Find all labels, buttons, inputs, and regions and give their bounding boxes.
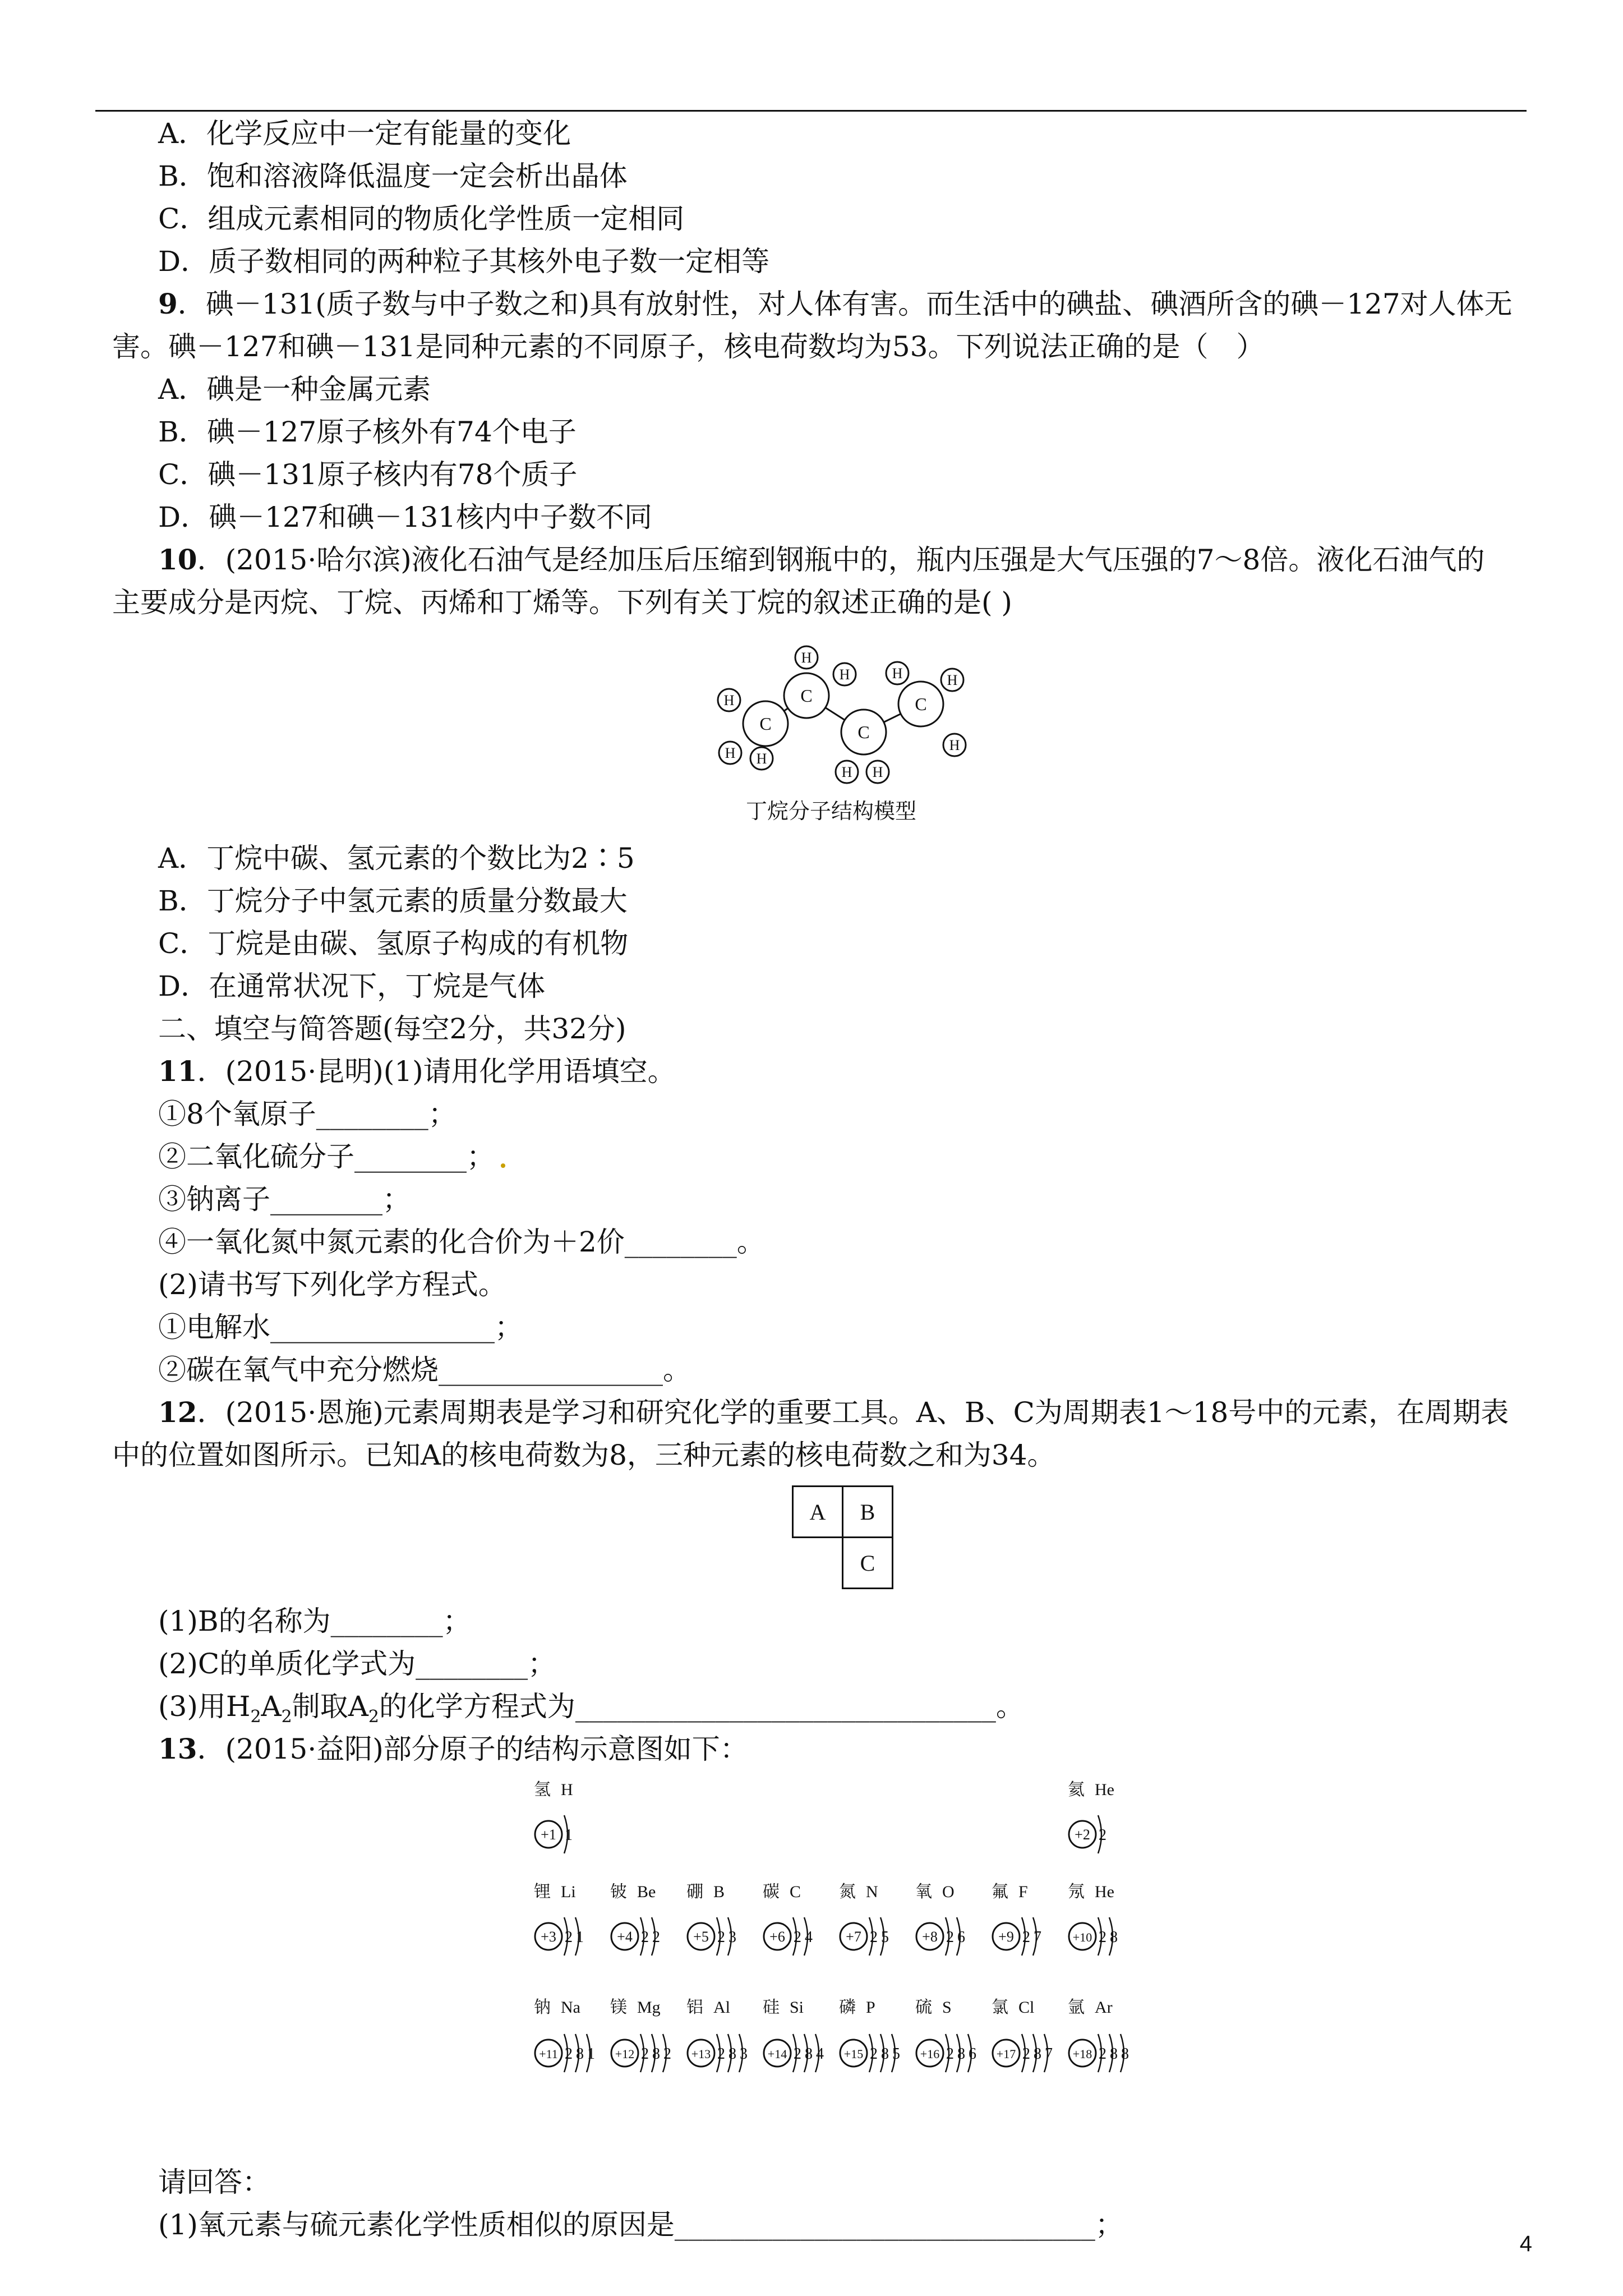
q10-number: 10 — [158, 543, 197, 576]
element-name: 钠 — [534, 1998, 551, 2017]
element-symbol: O — [942, 1883, 955, 1901]
electron-count: 6 — [969, 2045, 976, 2063]
electron-count: 3 — [740, 2045, 748, 2063]
hydrogen-label: H — [756, 751, 767, 767]
stray-dot — [501, 1163, 505, 1168]
electron-count: 2 — [641, 2045, 649, 2063]
atomic-structure-diagrams — [527, 1773, 1161, 2165]
element-name: 氖 — [1068, 1882, 1085, 1902]
nucleus-charge: +14 — [767, 2047, 787, 2061]
element-symbol: H — [561, 1780, 573, 1799]
q10-stem-line2: 主要成分是丙烷、丁烷、丙烯和丁烯等。下列有关丁烷的叙述正确的是( ) — [112, 586, 1012, 619]
electron-count: 2 — [565, 1929, 573, 1946]
nucleus-charge: +1 — [541, 1826, 556, 1843]
element-name: 氢 — [534, 1780, 551, 1800]
electron-count: 2 — [946, 1929, 954, 1946]
element-name: 硅 — [763, 1998, 780, 2017]
carbon-label: C — [857, 722, 870, 742]
q8-option-d: D．质子数相同的两种粒子其核外电子数一定相等 — [158, 245, 770, 278]
q11-item-7: ②碳在氧气中充分燃烧________________。 — [158, 1354, 691, 1386]
element-name: 镁 — [610, 1998, 627, 2017]
electron-count: 2 — [870, 1929, 878, 1946]
q11-item-1: ①8个氧原子________； — [158, 1098, 457, 1130]
electron-count: 5 — [892, 2045, 900, 2063]
nucleus-charge: +17 — [996, 2047, 1016, 2061]
electron-count: 2 — [1099, 2045, 1106, 2063]
element-symbol: Mg — [637, 1998, 661, 2017]
element-name: 氟 — [992, 1882, 1008, 1902]
electron-count: 8 — [576, 2045, 584, 2063]
nucleus-charge: +12 — [615, 2047, 635, 2061]
electron-count: 6 — [957, 1929, 965, 1946]
q12-number: 12 — [158, 1396, 197, 1429]
electron-count: 2 — [717, 2045, 725, 2063]
element-symbol: Be — [637, 1883, 656, 1901]
electron-count: 2 — [870, 2045, 878, 2063]
electron-count: 2 — [794, 2045, 801, 2063]
electron-count: 8 — [957, 2045, 965, 2063]
q9-option-a: A．碘是一种金属元素 — [158, 373, 431, 406]
q12-sub-1: (1)B的名称为________； — [158, 1605, 471, 1637]
element-symbol: F — [1018, 1883, 1028, 1901]
q10-option-d: D．在通常状况下，丁烷是气体 — [158, 970, 546, 1002]
q11-item-4: ④一氧化氮中氮元素的化合价为＋2价________。 — [158, 1226, 765, 1258]
nucleus-charge: +6 — [769, 1929, 785, 1945]
q10-option-a: A．丁烷中碳、氢元素的个数比为2∶5 — [158, 842, 635, 875]
electron-count: 2 — [641, 1929, 649, 1946]
electron-count: 7 — [1034, 1929, 1041, 1946]
electron-count: 8 — [1034, 2045, 1041, 2063]
q9-option-b: B．碘－127原子核外有74个电子 — [158, 416, 577, 448]
nucleus-charge: +10 — [1072, 1930, 1092, 1944]
electron-count: 2 — [946, 2045, 954, 2063]
q8-option-b: B．饱和溶液降低温度一定会析出晶体 — [158, 160, 628, 192]
nucleus-charge: +8 — [922, 1929, 938, 1945]
nucleus-charge: +9 — [998, 1929, 1014, 1945]
electron-count: 2 — [794, 1929, 801, 1946]
q10-option-b: B．丁烷分子中氢元素的质量分数最大 — [158, 885, 628, 917]
nucleus-charge: +18 — [1072, 2047, 1092, 2061]
q10-stem-line1: 10．(2015·哈尔滨)液化石油气是经加压后压缩到钢瓶中的，瓶内压强是大气压强的7～8倍。液化石油气的 — [158, 543, 1485, 576]
electron-count: 1 — [565, 1826, 573, 1844]
electron-count: 2 — [652, 1929, 660, 1946]
q13-sub-1: (1)氧元素与硫元素化学性质相似的原因是______________________________； — [158, 2208, 1123, 2241]
carbon-label: C — [915, 694, 927, 714]
hydrogen-label: H — [841, 764, 852, 780]
nucleus-charge: +11 — [539, 2047, 558, 2061]
q9-number: 9 — [158, 287, 178, 320]
q12-stem-line1: 12．(2015·恩施)元素周期表是学习和研究化学的重要工具。A、B、C为周期表1～18号中的元素，在周期表 — [158, 1396, 1509, 1429]
nucleus-charge: +7 — [846, 1929, 861, 1945]
cell-empty — [793, 1538, 843, 1589]
element-name: 氮 — [839, 1882, 856, 1902]
electron-count: 8 — [881, 2045, 889, 2063]
q11-item-6: ①电解水________________； — [158, 1311, 523, 1343]
nucleus-charge: +4 — [617, 1929, 633, 1945]
hydrogen-label: H — [949, 737, 960, 753]
element-name: 铍 — [610, 1882, 627, 1902]
carbon-label: C — [800, 685, 813, 706]
q9-stem-line1: 9．碘－131(质子数与中子数之和)具有放射性，对人体有害。而生活中的碘盐、碘酒所含的碘－127对人体无 — [158, 287, 1513, 320]
hydrogen-label: H — [872, 764, 883, 780]
element-symbol: Na — [561, 1998, 580, 2017]
electron-count: 1 — [587, 2045, 595, 2063]
page-number: 4 — [1519, 2231, 1532, 2256]
q11-number: 11 — [158, 1055, 197, 1088]
electron-count: 2 — [717, 1929, 725, 1946]
element-symbol: Ar — [1095, 1998, 1113, 2017]
electron-count: 8 — [1121, 2045, 1129, 2063]
section-2-heading: 二、填空与简答题(每空2分，共32分) — [158, 1013, 626, 1045]
hydrogen-label: H — [723, 692, 735, 708]
q11-item-2: ②二氧化硫分子________； — [158, 1140, 495, 1173]
element-name: 氩 — [1068, 1998, 1085, 2017]
q9-option-d: D．碘－127和碘－131核内中子数不同 — [158, 501, 652, 533]
q9-stem-line2: 害。碘－127和碘－131是同种元素的不同原子，核电荷数均为53。下列说法正确的是（ ） — [112, 330, 1265, 363]
element-name: 氯 — [992, 1998, 1008, 2017]
element-name: 氧 — [915, 1882, 932, 1902]
nucleus-charge: +15 — [843, 2047, 864, 2061]
element-name: 磷 — [839, 1998, 856, 2017]
q12-sub-3: (3)用$H_2A_2$制取$A_2$的化学方程式为______________________________。 — [158, 1690, 1024, 1727]
hydrogen-label: H — [725, 745, 736, 761]
electron-count: 7 — [1045, 2045, 1053, 2063]
element-name: 碳 — [763, 1882, 780, 1902]
q11-item-5: (2)请书写下列化学方程式。 — [158, 1268, 506, 1301]
q9-option-c: C．碘－131原子核内有78个质子 — [158, 458, 578, 491]
element-name: 硼 — [686, 1882, 703, 1902]
element-symbol: N — [866, 1883, 878, 1901]
electron-count: 2 — [565, 2045, 573, 2063]
electron-count: 4 — [816, 2045, 824, 2063]
hydrogen-label: H — [947, 672, 958, 688]
element-symbol: He — [1095, 1883, 1114, 1901]
hydrogen-label: H — [801, 650, 812, 666]
nucleus-charge: +2 — [1075, 1826, 1090, 1843]
electron-count: 8 — [652, 2045, 660, 2063]
nucleus-charge: +16 — [920, 2047, 940, 2061]
element-symbol: P — [866, 1998, 875, 2017]
electron-count: 8 — [805, 2045, 813, 2063]
carbon-label: C — [759, 714, 772, 734]
element-symbol: Si — [790, 1998, 804, 2017]
electron-count: 2 — [663, 2045, 671, 2063]
electron-count: 8 — [1110, 1929, 1118, 1946]
electron-count: 2 — [1022, 1929, 1030, 1946]
electron-count: 5 — [881, 1929, 889, 1946]
electron-count: 8 — [728, 2045, 736, 2063]
q11-item-3: ③钠离子________； — [158, 1183, 411, 1216]
electron-count: 2 — [1099, 1929, 1106, 1946]
q13-prompt: 请回答： — [158, 2166, 270, 2198]
hydrogen-label: H — [892, 665, 903, 682]
q12-sub-2: (2)C的单质化学式为________； — [158, 1648, 556, 1680]
butane-figure-caption: 丁烷分子结构模型 — [746, 799, 917, 823]
nucleus-charge: +5 — [693, 1929, 709, 1945]
element-symbol: S — [942, 1998, 952, 2017]
electron-count: 2 — [1022, 2045, 1030, 2063]
electron-count: 8 — [1110, 2045, 1118, 2063]
electron-count: 1 — [576, 1929, 584, 1946]
cell-b: B — [843, 1487, 893, 1538]
element-name: 锂 — [534, 1882, 551, 1902]
q11-intro: 11．(2015·昆明)(1)请用化学用语填空。 — [158, 1055, 676, 1088]
q8-option-c: C．组成元素相同的物质化学性质一定相同 — [158, 203, 685, 235]
header-rule — [95, 110, 1527, 112]
q8-option-a: A．化学反应中一定有能量的变化 — [158, 117, 571, 150]
electron-count: 4 — [805, 1929, 813, 1946]
electron-count: 2 — [1099, 1826, 1106, 1844]
cell-a: A — [793, 1487, 843, 1538]
nucleus-charge: +13 — [691, 2047, 711, 2061]
element-name: 硫 — [915, 1998, 932, 2017]
hydrogen-label: H — [839, 666, 850, 683]
nucleus-charge: +3 — [541, 1929, 556, 1945]
element-symbol: He — [1095, 1780, 1114, 1799]
electron-count: 3 — [728, 1929, 736, 1946]
element-name: 铝 — [686, 1998, 703, 2017]
q10-option-c: C．丁烷是由碳、氢原子构成的有机物 — [158, 927, 629, 960]
element-name: 氦 — [1068, 1780, 1085, 1800]
q13-intro: 13．(2015·益阳)部分原子的结构示意图如下： — [158, 1732, 748, 1765]
cell-c: C — [843, 1538, 893, 1589]
periodic-table-fragment — [792, 1485, 893, 1589]
element-symbol: Al — [713, 1998, 730, 2017]
element-symbol: Cl — [1018, 1998, 1035, 2017]
element-symbol: Li — [561, 1883, 576, 1901]
q12-stem-line2: 中的位置如图所示。已知A的核电荷数为8，三种元素的核电荷数之和为34。 — [112, 1439, 1055, 1471]
element-symbol: B — [713, 1883, 725, 1901]
q13-number: 13 — [158, 1732, 197, 1765]
element-symbol: C — [790, 1883, 801, 1901]
